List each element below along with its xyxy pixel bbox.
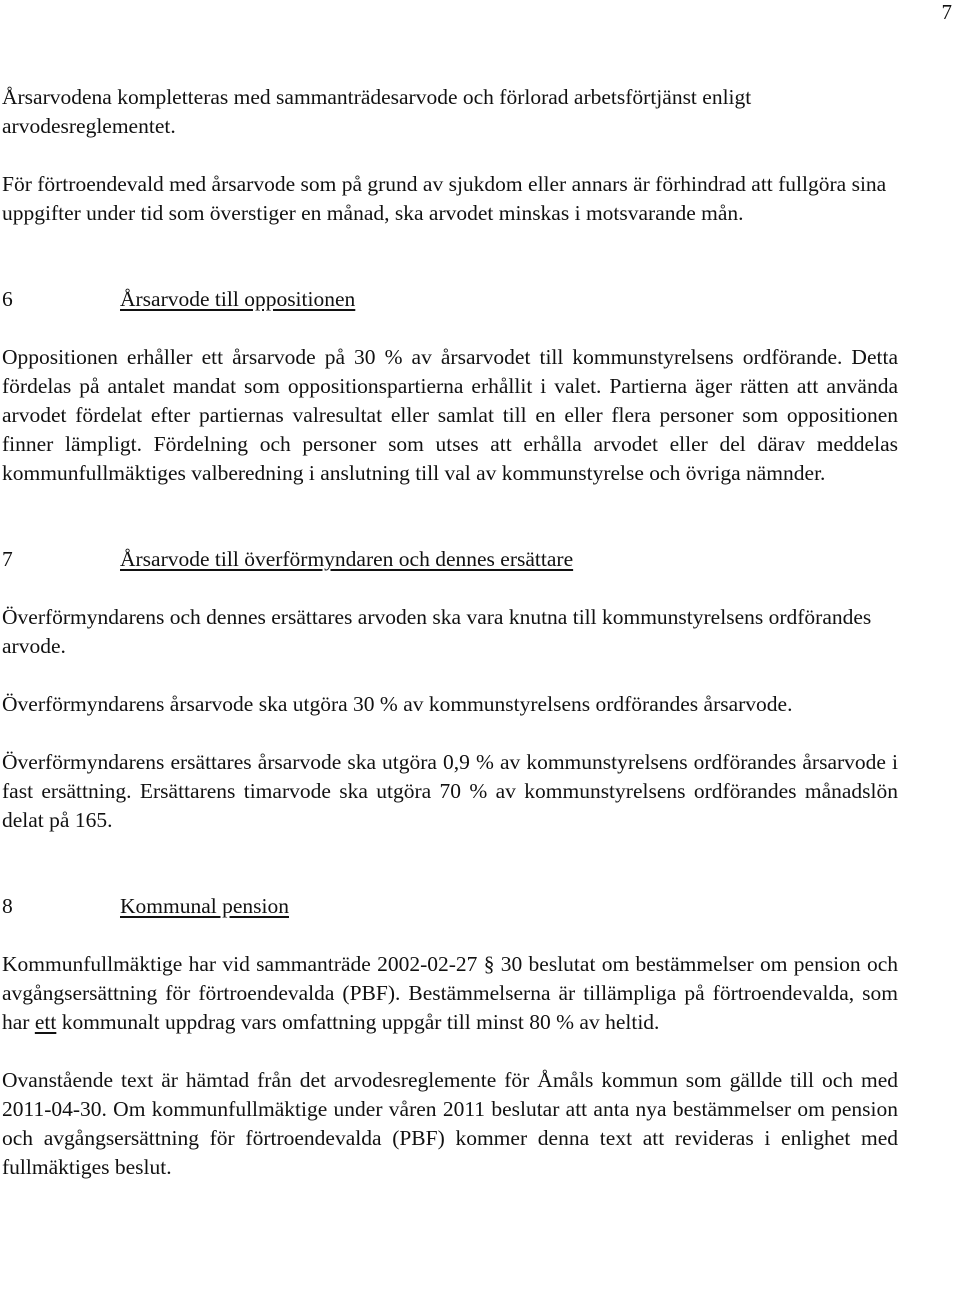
section-8-paragraph-1 xyxy=(2,950,898,1037)
section-6-number: 6 xyxy=(2,287,13,311)
section-8-paragraph-1-start: Kommunfullmäktige har vid sammanträde 2002-02-27 § 30 beslutat om bestämmelser om pension och avgångsersättning för förtroendevalda (PBF). Bestämmelserna är tillämpliga på förtroendevalda, som har xyxy=(2,952,898,1034)
section-8-paragraph-2: Ovanstående text är hämtad från det arvodesreglemente för Åmåls kommun som gällde till och med 2011-04-30. Om kommunfullmäktige under våren 2011 beslutar att anta nya bestämmelser om pension och avgångsersättning för förtroendevalda (PBF) kommer denna text att revideras i enlighet med fullmäktiges beslut. xyxy=(2,1068,898,1179)
section-6-heading xyxy=(2,285,898,314)
section-6-title: Årsarvode till oppositionen xyxy=(120,287,356,311)
section-8-paragraph-1-end: kommunalt uppdrag vars omfattning uppgår till minst 80 % av heltid. xyxy=(56,1010,660,1034)
section-7-paragraph-2: Överförmyndarens årsarvode ska utgöra 30 % av kommunstyrelsens ordförandes årsarvode. xyxy=(2,692,793,716)
section-7-title: Årsarvode till överförmyndaren och dennes ersättare xyxy=(120,547,574,571)
section-8-title: Kommunal pension xyxy=(120,894,289,918)
section-8-number: 8 xyxy=(2,894,13,918)
section-7-paragraph-1: Överförmyndarens och dennes ersättares arvoden ska vara knutna till kommunstyrelsens ordförandes arvode. xyxy=(2,605,872,658)
section-8-heading xyxy=(2,892,898,921)
intro-paragraph-1: Årsarvodena kompletteras med sammanträdesarvode och förlorad arbetsförtjänst enligt arvodesreglementet. xyxy=(2,85,752,138)
document-body xyxy=(2,83,898,1182)
section-7-number: 7 xyxy=(2,547,13,571)
section-6-paragraph-1: Oppositionen erhåller ett årsarvode på 30 % av årsarvodet till kommunstyrelsens ordförande. Detta fördelas på antalet mandat som oppositionspartierna erhållit i valet. Partierna äger rätten att använda arvodet fördelat efter partiernas valresultat eller samlat till en eller flera personer som oppositionen finner lämpligt. Fördelning och personer som utses att erhålla arvodet eller del därav meddelas kommunfullmäktiges valberedning i anslutning till val av kommunstyrelse och övriga nämnder. xyxy=(2,345,898,485)
section-7-heading xyxy=(2,545,898,574)
section-8-emphasis: ett xyxy=(34,1010,57,1034)
intro-paragraph-2: För förtroendevald med årsarvode som på grund av sjukdom eller annars är förhindrad att fullgöra sina uppgifter under tid som överstiger en månad, ska arvodet minskas i motsvarande mån. xyxy=(2,172,887,225)
section-7-paragraph-3: Överförmyndarens ersättares årsarvode ska utgöra 0,9 % av kommunstyrelsens ordförandes årsarvode i fast ersättning. Ersättarens timarvode ska utgöra 70 % av kommunstyrelsens ordförandes månadslön delat på 165. xyxy=(2,750,898,832)
page-number: 7 xyxy=(941,0,952,24)
